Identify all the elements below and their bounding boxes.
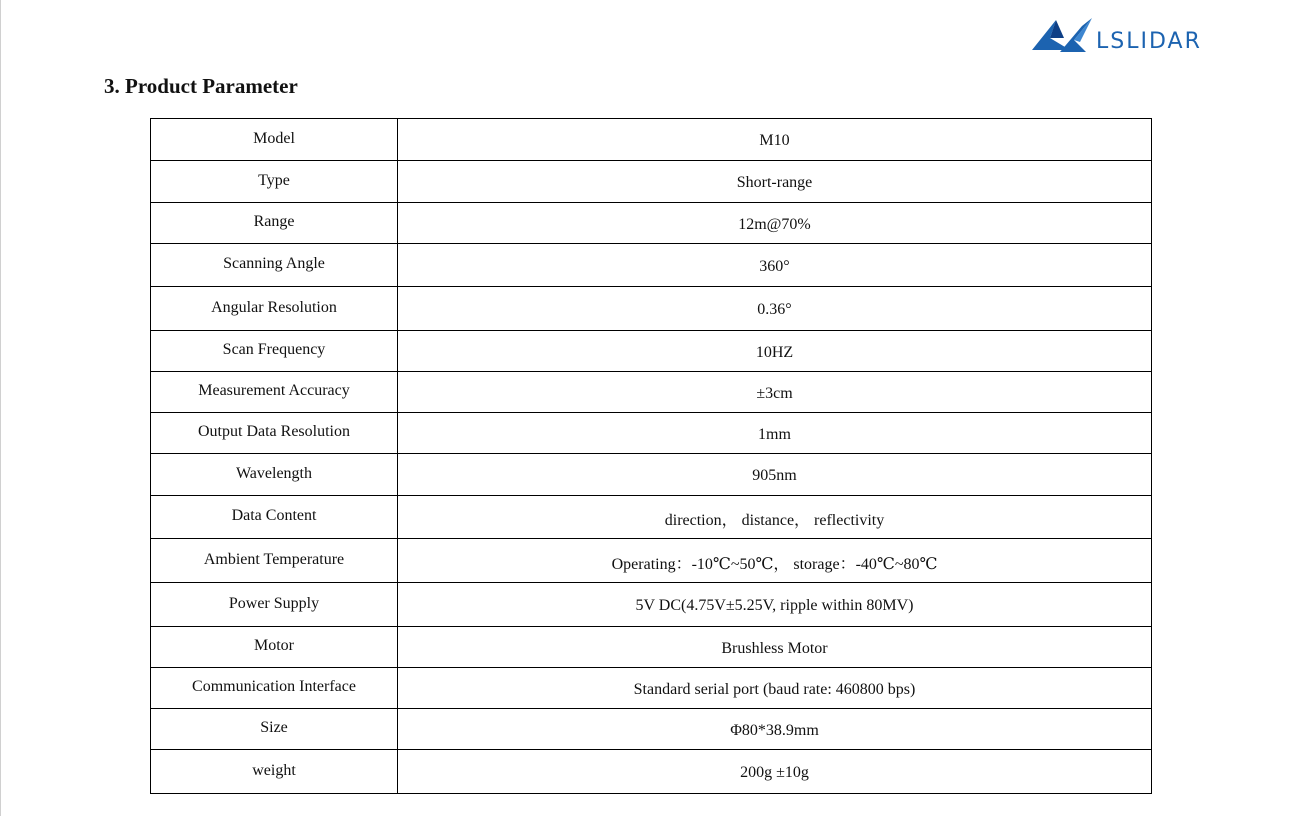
- parameter-value: M10: [398, 119, 1152, 161]
- parameter-label: Communication Interface: [151, 668, 398, 709]
- parameter-value: 0.36°: [398, 287, 1152, 331]
- parameter-label: Type: [151, 161, 398, 203]
- logo-text: LSLIDAR: [1096, 29, 1202, 54]
- parameter-label: weight: [151, 750, 398, 794]
- table-row: [151, 454, 1152, 496]
- table-row: [151, 539, 1152, 583]
- parameter-label: Output Data Resolution: [151, 413, 398, 454]
- parameter-value: 200g ±10g: [398, 750, 1152, 794]
- section-heading: 3. Product Parameter: [104, 74, 298, 98]
- lslidar-chevron-logo-icon: [1030, 16, 1094, 56]
- table-row: [151, 203, 1152, 244]
- parameter-label: Motor: [151, 627, 398, 668]
- parameter-value: 1mm: [398, 413, 1152, 454]
- table-row: [151, 119, 1152, 161]
- table-row: [151, 244, 1152, 287]
- parameter-value: direction， distance， reflectivity: [398, 496, 1152, 539]
- parameter-label: Data Content: [151, 496, 398, 539]
- table-row: [151, 627, 1152, 668]
- parameter-label: Ambient Temperature: [151, 539, 398, 583]
- parameter-label: Measurement Accuracy: [151, 372, 398, 413]
- table-row: [151, 583, 1152, 627]
- parameter-value: 10HZ: [398, 331, 1152, 372]
- parameter-value: 12m@70%: [398, 203, 1152, 244]
- parameter-value: Short-range: [398, 161, 1152, 203]
- table-row: [151, 709, 1152, 750]
- table-row: [151, 750, 1152, 794]
- table-row: [151, 668, 1152, 709]
- product-parameter-table: [150, 118, 1152, 794]
- table-row: [151, 496, 1152, 539]
- parameter-label: Scan Frequency: [151, 331, 398, 372]
- parameter-value: Operating：-10℃~50℃， storage：-40℃~80℃: [398, 539, 1152, 583]
- parameter-value: 360°: [398, 244, 1152, 287]
- lslidar-logo: [1030, 16, 1220, 56]
- parameter-label: Wavelength: [151, 454, 398, 496]
- parameter-value: Brushless Motor: [398, 627, 1152, 668]
- parameter-label: Size: [151, 709, 398, 750]
- parameter-value: 5V DC(4.75V±5.25V, ripple within 80MV): [398, 583, 1152, 627]
- table-row: [151, 413, 1152, 454]
- table-row: [151, 161, 1152, 203]
- parameter-value: Φ80*38.9mm: [398, 709, 1152, 750]
- parameter-label: Model: [151, 119, 398, 161]
- table-row: [151, 372, 1152, 413]
- table-row: [151, 287, 1152, 331]
- parameter-label: Angular Resolution: [151, 287, 398, 331]
- parameter-label: Scanning Angle: [151, 244, 398, 287]
- table-row: [151, 331, 1152, 372]
- parameter-label: Power Supply: [151, 583, 398, 627]
- page-edge: [0, 0, 1, 816]
- parameter-value: Standard serial port (baud rate: 460800 bps): [398, 668, 1152, 709]
- parameter-value: 905nm: [398, 454, 1152, 496]
- parameter-value: ±3cm: [398, 372, 1152, 413]
- parameter-label: Range: [151, 203, 398, 244]
